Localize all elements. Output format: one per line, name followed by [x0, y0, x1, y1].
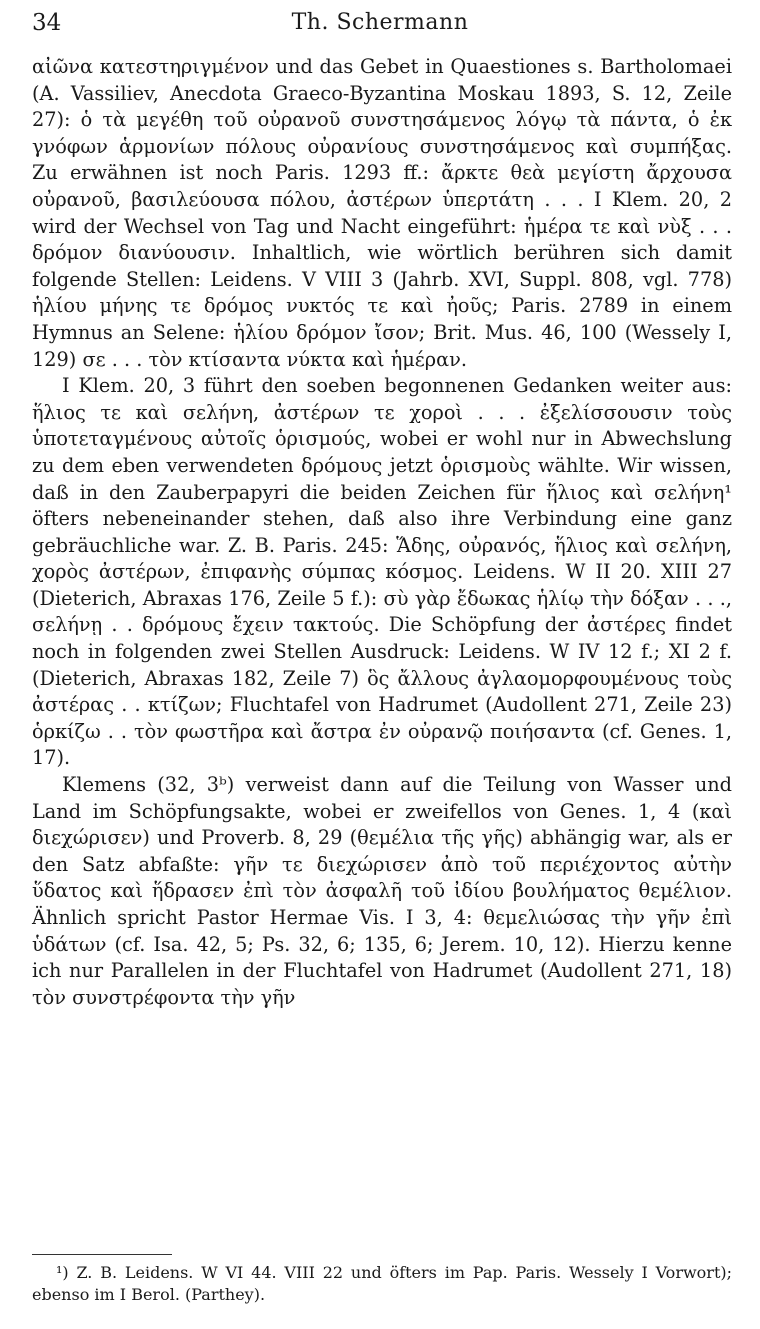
page-number: 34 — [32, 10, 62, 36]
running-head: Th. Schermann — [291, 10, 469, 35]
body-text — [32, 54, 732, 1011]
paragraph: I Klem. 20, 3 führt den soeben begonnenen Gedanken weiter aus: ἥλιος τε καὶ σελήνη, ἀστέρων τε χοροὶ . . . ἐξελίσσουσιν τοὺς ὑποτεταγμένους αὐτοῖς ὁρισμούς, wobei er wohl nur in Abwechslung zu dem eben verwendeten δρόμους jetzt ὁρισμοὺς wählte. Wir wissen, daß in den Zauberpapyri die beiden Zeichen für ἥλιος καὶ σελήνη¹ öfters nebeneinander stehen, daß also ihre Verbindung eine ganz gebräuchliche war. Z. B. Paris. 245: Ἅδης, οὐρανός, ἥλιος καὶ σελήνη, χορὸς ἀστέρων, ἐπιφανὴς σύμπας κόσμος. Leidens. W II 20. XIII 27 (Dieterich, Abraxas 176, Zeile 5 f.): σὺ γὰρ ἔδωκας ἡλίῳ τὴν δόξαν . . ., σελήνῃ . . δρόμους ἔχειν τακτούς. Die Schöpfung der ἀστέρες findet noch in folgenden zwei Stellen Ausdruck: Leidens. W IV 12 f.; XI 2 f. (Dieterich, Abraxas 182, Zeile 7) ὃς ἄλλους ἀγλαομορφουμένους τοὺς ἀστέρας . . κτίζων; Fluchtafel von Hadrumet (Audollent 271, Zeile 23) ὁρκίζω . . τὸν φωστῆρα καὶ ἄστρα ἐν οὐρανῷ ποιήσαντα (cf. Genes. 1, 17). — [32, 374, 732, 770]
footnote: ¹) Z. B. Leidens. W VI 44. VIII 22 und öfters im Pap. Paris. Wessely I Vorwort); ebenso im I Berol. (Parthey). — [32, 1263, 732, 1304]
paragraph: αἰῶνα κατεστηριγμένον und das Gebet in Quaestiones s. Bartholomaei (A. Vassiliev, Anecdota Graeco-Byzantina Moskau 1893, S. 12, Zeile 27): ὁ τὰ μεγέθη τοῦ οὐρανοῦ συνστησάμενος λόγῳ τὰ πάντα, ὁ ἐκ γνόφων ἁρμονίων πόλους οὐρανίους συνστησάμενος καὶ συμπήξας. Zu erwähnen ist noch Paris. 1293 ff.: ἄρκτε θεὰ μεγίστη ἄρχουσα οὐρανοῦ, βασιλεύουσα πόλου, ἀστέρων ὑπερτάτη . . . I Klem. 20, 2 wird der Wechsel von Tag und Nacht eingeführt: ἡμέρα τε καὶ νὺξ . . . δρόμον διανύουσιν. Inhaltlich, wie wörtlich berühren sich damit folgende Stellen: Leidens. V VIII 3 (Jahrb. XVI, Suppl. 808, vgl. 778) ἡλίου μήνης τε δρόμος νυκτός τε καὶ ἠοῦς; Paris. 2789 in einem Hymnus an Selene: ἡλίου δρόμον ἴσον; Brit. Mus. 46, 100 (Wessely I, 129) σε . . . τὸν κτίσαντα νύκτα καὶ ἡμέραν. — [32, 55, 732, 371]
page-header — [0, 10, 760, 40]
paragraph: Klemens (32, 3ᵇ) verweist dann auf die Teilung von Wasser und Land im Schöpfungsakte, wobei er zweifellos von Genes. 1, 4 (καὶ διεχώρισεν) und Proverb. 8, 29 (θεμέλια τῆς γῆς) abhängig war, als er den Satz abfaßte: γῆν τε διεχώρισεν ἀπὸ τοῦ περιέχοντος αὐτὴν ὕδατος καὶ ἥδρασεν ἐπὶ τὸν ἀσφαλῆ τοῦ ἰδίου βουλήματος θεμέλιον. Ähnlich spricht Pastor Hermae Vis. I 3, 4: θεμελιώσας τὴν γῆν ἐπὶ ὑδάτων (cf. Isa. 42, 5; Ps. 32, 6; 135, 6; Jerem. 10, 12). Hierzu kenne ich nur Parallelen in der Fluchtafel von Hadrumet (Audollent 271, 18) τὸν συνστρέφοντα τὴν γῆν — [32, 773, 732, 1009]
footnote-divider — [32, 1254, 172, 1255]
